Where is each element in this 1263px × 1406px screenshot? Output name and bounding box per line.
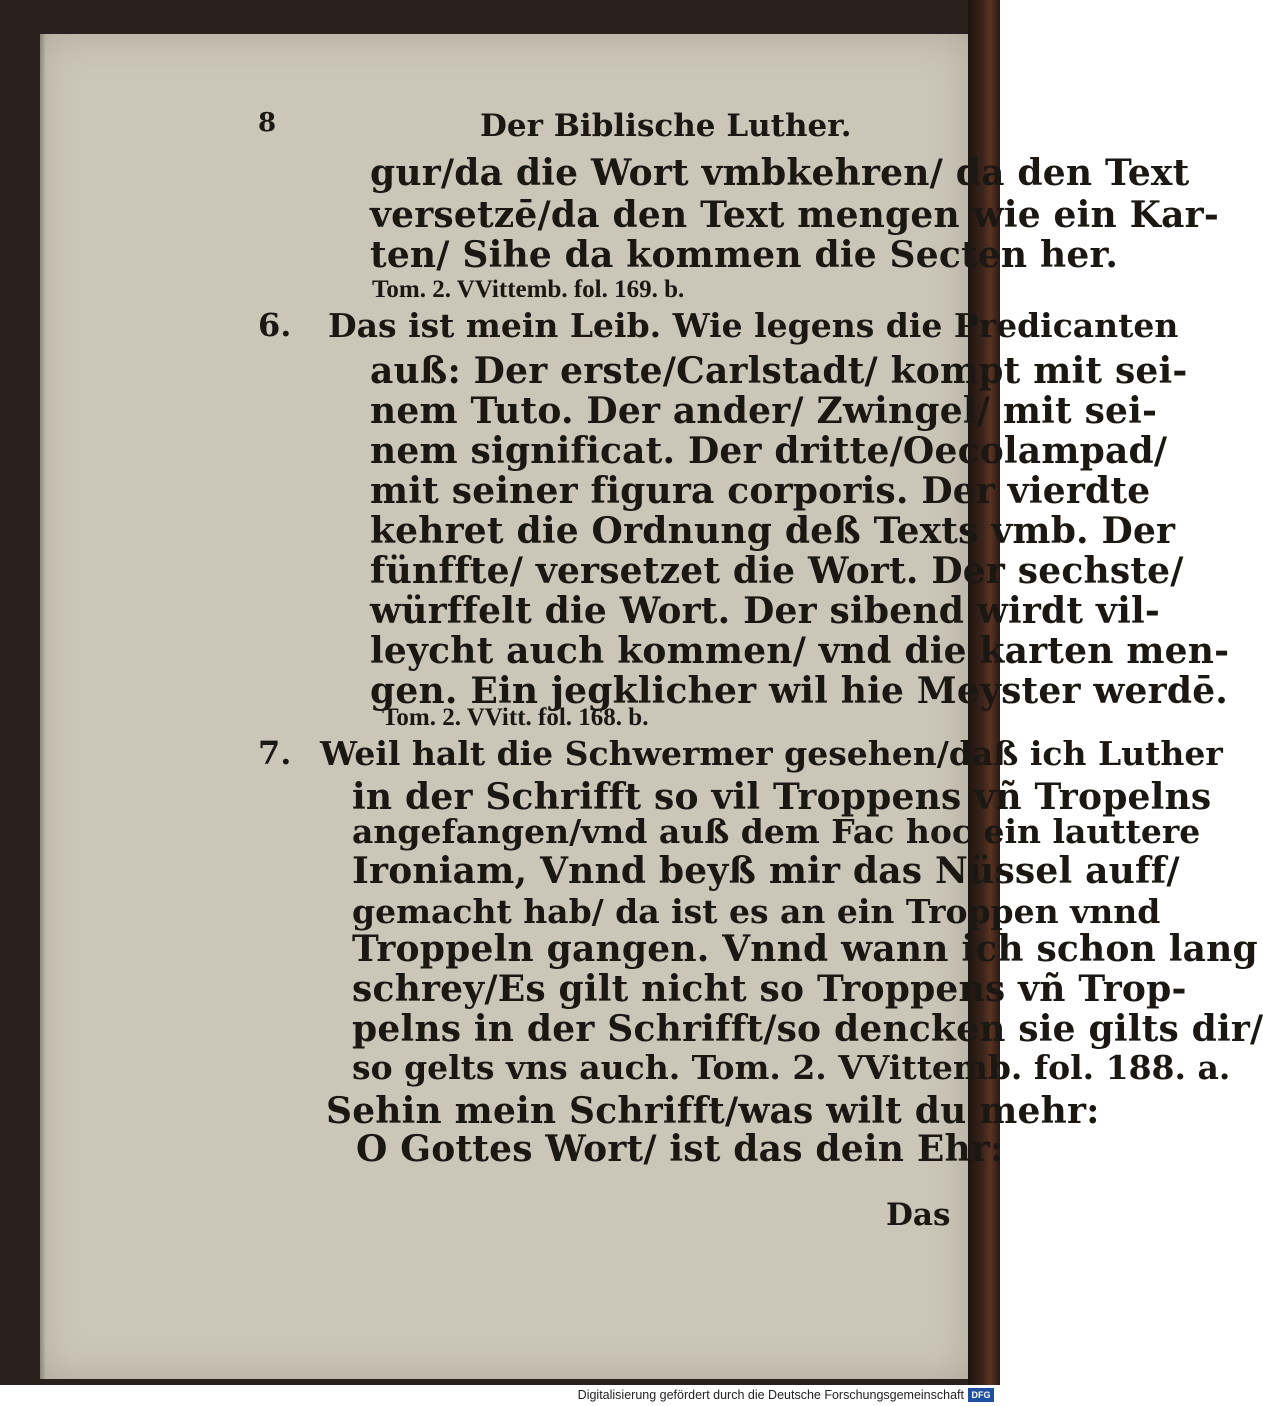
page-gutter-shadow — [40, 34, 46, 1379]
catchword: Das — [886, 1197, 951, 1233]
verse-line: O Gottes Wort/ ist das dein Ehr: — [356, 1128, 1004, 1170]
dfg-logo-icon: DFG — [968, 1388, 994, 1402]
text-line: versetzē/da den Text mengen wie ein Kar- — [370, 194, 1219, 236]
text-line: in der Schrifft so vil Troppens vñ Tropelns — [352, 776, 1212, 818]
item-number: 7. — [258, 734, 292, 772]
text-line: Das ist mein Leib. Wie legens die Predicanten — [328, 306, 1179, 345]
page-number: 8 — [258, 108, 277, 138]
text-line: angefangen/vnd auß dem Fac hoc ein lauttere — [352, 812, 1201, 851]
text-line: fünffte/ versetzet die Wort. Der sechste/ — [370, 550, 1184, 592]
text-line: würffelt die Wort. Der sibend wirdt vil- — [370, 590, 1160, 632]
reference-line: Tom. 2. VVittemb. fol. 169. b. — [372, 276, 685, 303]
text-line: kehret die Ordnung deß Texts vmb. Der — [370, 510, 1176, 552]
item-number: 6. — [258, 306, 292, 344]
text-line: ten/ Sihe da kommen die Secten her. — [370, 234, 1119, 276]
text-line: Ironiam, Vnnd beyß mir das Nüssel auff/ — [352, 850, 1180, 892]
text-line: Weil halt die Schwermer gesehen/daß ich Luther — [320, 734, 1223, 773]
text-line: nem Tuto. Der ander/ Zwingel/ mit sei- — [370, 390, 1158, 432]
text-line: auß: Der erste/Carlstadt/ kompt mit sei- — [370, 350, 1188, 392]
text-line: so gelts vns auch. Tom. 2. VVittemb. fol. 188. a. — [352, 1048, 1231, 1087]
footer-bar — [0, 1385, 1000, 1406]
text-line: mit seiner figura corporis. Der vierdte — [370, 470, 1151, 512]
text-line: schrey/Es gilt nicht so Troppens vñ Trop- — [352, 968, 1187, 1010]
running-head: Der Biblische Luther. — [480, 108, 852, 144]
text-line: gen. Ein jegklicher wil hie Meyster werdē. — [370, 670, 1229, 712]
reference-line: Tom. 2. VVitt. fol. 168. b. — [382, 704, 649, 731]
text-line: Troppeln gangen. Vnnd wann ich schon lang — [352, 928, 1258, 970]
text-line: nem significat. Der dritte/Oecolampad/ — [370, 430, 1168, 472]
verse-line: Sehin mein Schrifft/was wilt du mehr: — [326, 1090, 1100, 1132]
text-line: gur/da die Wort vmbkehren/ da den Text — [370, 152, 1190, 194]
text-line: pelns in der Schrifft/so dencken sie gilts dir/ — [352, 1008, 1263, 1050]
text-line: leycht auch kommen/ vnd die karten men- — [370, 630, 1230, 672]
text-line: gemacht hab/ da ist es an ein Troppen vnnd — [352, 892, 1161, 931]
funding-credit: Digitalisierung gefördert durch die Deutsche Forschungsgemeinschaft — [577, 1388, 964, 1402]
